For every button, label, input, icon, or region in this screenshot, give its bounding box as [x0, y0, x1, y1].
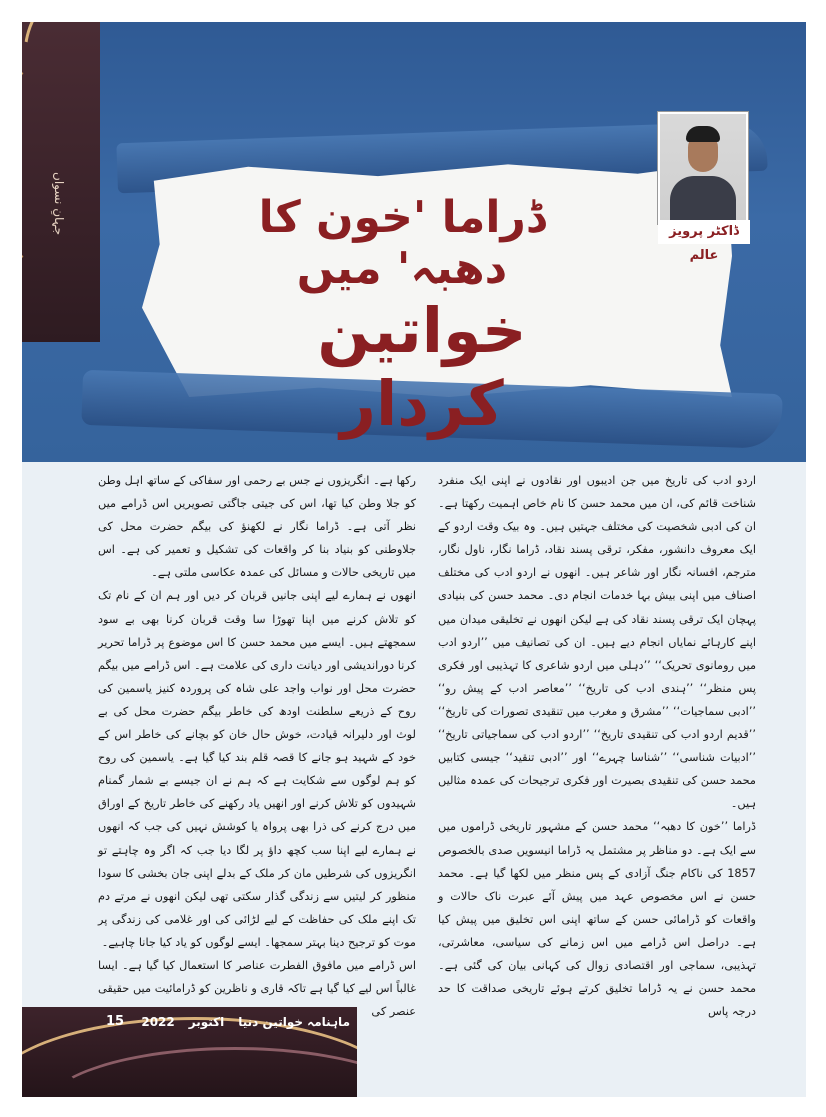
article-title-line1: ڈراما 'خون کا دھبہ' میں: [258, 192, 546, 294]
issue-year: 2022: [141, 1015, 175, 1029]
author-photo: [658, 112, 748, 224]
magazine-page: [22, 22, 806, 1097]
magazine-name: ماہنامہ خواتین دنیا: [238, 1015, 350, 1029]
paragraph: اس ڈرامے میں مافوق الفطرت عناصر کا استعمال کیا گیا ہے۔ ایسا غالباً اس لیے کیا گیا ہے تاکہ قاری و ناظرین کو ڈرامائیت میں حقیقی عنصر کی: [98, 958, 416, 1019]
paragraph: رکھا ہے۔ انگریزوں نے جس بے رحمی اور سفاکی کے ساتھ اہل وطن کو جلا وطن کیا تھا، اس کی جیتی جاگتی تصویریں اس ڈرامے میں نظر آتی ہے۔ ڈراما نگار نے لکھنؤ کی بیگم حضرت محل کی جلاوطنی کو بنیاد بنا کر واقعات کی تشکیل و تعمیر کی ہے۔ اس میں تاریخی حالات و مسائل کی عمدہ عکاسی ملتی ہے۔: [98, 474, 416, 580]
paragraph: انھوں نے ہمارے لیے اپنی جانیں قربان کر دیں اور ہم ان کے نام تک کو تلاش کرنے میں اپنا تھوڑا سا وقت قربان کرنا بھی بے سود سمجھتے ہیں۔ ایسے میں محمد حسن کا اس موضوع پر ڈراما تحریر کرنا دوراندیشی اور دیانت داری کی علامت ہے۔ اس ڈرامے میں بیگم حضرت محل اور نواب واجد علی شاہ کی پروردہ کنیز یاسمین کی روح کے ذریعے سلطنت اودھ کی خاطر بیگم حضرت محل کی بے لوث اور دلیرانہ قیادت، خوش حال خان کو بچانے کی خاطر اس کے خود کے شہید ہو جانے کا قصہ قلم بند کیا گیا ہے۔ یاسمین کی روح کو ہم لوگوں سے شکایت ہے کہ ہم نے ان جیسے بے شمار گمنام شہیدوں کو تلاش کرنے اور انھیں یاد رکھنے کی خاطر تاریخ کے اوراق میں درج کرنے کی ذرا بھی پرواہ یا کوشش نہیں کی جب کہ انھوں نے ہمارے لیے اپنا سب کچھ داؤ پر لگا دیا جب کہ اگر وہ چاہتے تو انگریزوں کی شرطیں مان کر ملک کے بدلے اپنی جان بخشی کا سودا منظور کر لیتیں سے زندگی گذار سکتی تھی لیکن انھوں نے مرتے دم تک اپنے ملک کی حفاظت کے لیے لڑائی کی اور غلامی کی زندگی پر موت کو ترجیح دینا بہتر سمجھا۔ ایسے لوگوں کو یاد کیا جانا چاہیے۔: [98, 589, 416, 949]
author-name: ڈاکٹر پرویز عالم: [658, 220, 750, 244]
issue-month: اکتوبر: [188, 1015, 225, 1029]
article-column-right: [438, 469, 756, 1023]
article-column-left: [98, 469, 416, 1023]
footer-info: [100, 1015, 350, 1029]
paragraph: ڈراما ’’خون کا دھبہ‘‘ محمد حسن کے مشہور تاریخی ڈراموں میں سے ایک ہے۔ دو مناظر پر مشتمل یہ ڈراما انیسویں صدی بالخصوص 1857 کی ناکام جنگ آزادی کے پس منظر میں لکھا گیا ہے۔ محمد حسن نے اس مخصوص عہد میں پیش آئے عبرت ناک حالات و واقعات کو ڈرامائی حسن کے ساتھ اپنی اس تخلیق میں پیش کیا ہے۔ دراصل اس ڈرامے میں اس زمانے کی سیاسی، معاشرتی، تہذیبی، سماجی اور اقتصادی زوال کی کہانی بیان کی گئی ہے۔ محمد حسن نے یہ ڈراما تخلیق کرتے ہوئے تاریخی صداقت کا حد درجہ پاس: [438, 820, 756, 1019]
section-label: جہانِ نسواں: [52, 172, 66, 236]
page-number: 15: [106, 1014, 125, 1029]
paragraph: اردو ادب کی تاریخ میں جن ادیبوں اور نقادوں نے اپنی ایک منفرد شناخت قائم کی، ان میں محمد حسن کا نام خاص اہمیت رکھتا ہے۔ ان کی ادبی شخصیت کی مختلف جہتیں ہیں۔ وہ بیک وقت اردو کے ایک معروف دانشور، مفکر، ترقی پسند نقاد، ڈراما نگار، ناول نگار، مترجم، افسانہ نگار اور شاعر ہیں۔ انھوں نے اردو ادب کی مختلف اصناف میں اپنی بیش بہا خدمات انجام دی۔ محمد حسن کی بنیادی پہچان ایک ترقی پسند نقاد کی ہے لیکن انھوں نے تخلیقی میدان میں اپنے کارہائے نمایاں انجام دیے ہیں۔ ان کی تصانیف میں ’’اردو ادب میں رومانوی تحریک‘‘ ’’دہلی میں اردو شاعری کا تہذیبی اور فکری پس منظر‘‘ ’’ہندی ادب کی تاریخ‘‘ ’’معاصر ادب کے پیش رو‘‘ ’’ادبی سماجیات‘‘ ’’مشرق و مغرب میں تنقیدی تصورات کی تاریخ‘‘ ’’قدیم اردو ادب کی تنقیدی تاریخ‘‘ ’’اردو ادب کی سماجیاتی تاریخ‘‘ ’’ادبیات شناسی‘‘ ’’شناسا چہرے‘‘ اور ’’ادبی تنقید‘‘ جیسی کتابیں محمد حسن کی تنقیدی بصیرت اور فکری ترجیحات کی عمدہ مثالیں ہیں۔: [438, 474, 756, 811]
hero-banner: [22, 22, 806, 462]
decorative-strip: [22, 22, 100, 342]
article-title-line2: خواتین کردار: [317, 294, 527, 440]
